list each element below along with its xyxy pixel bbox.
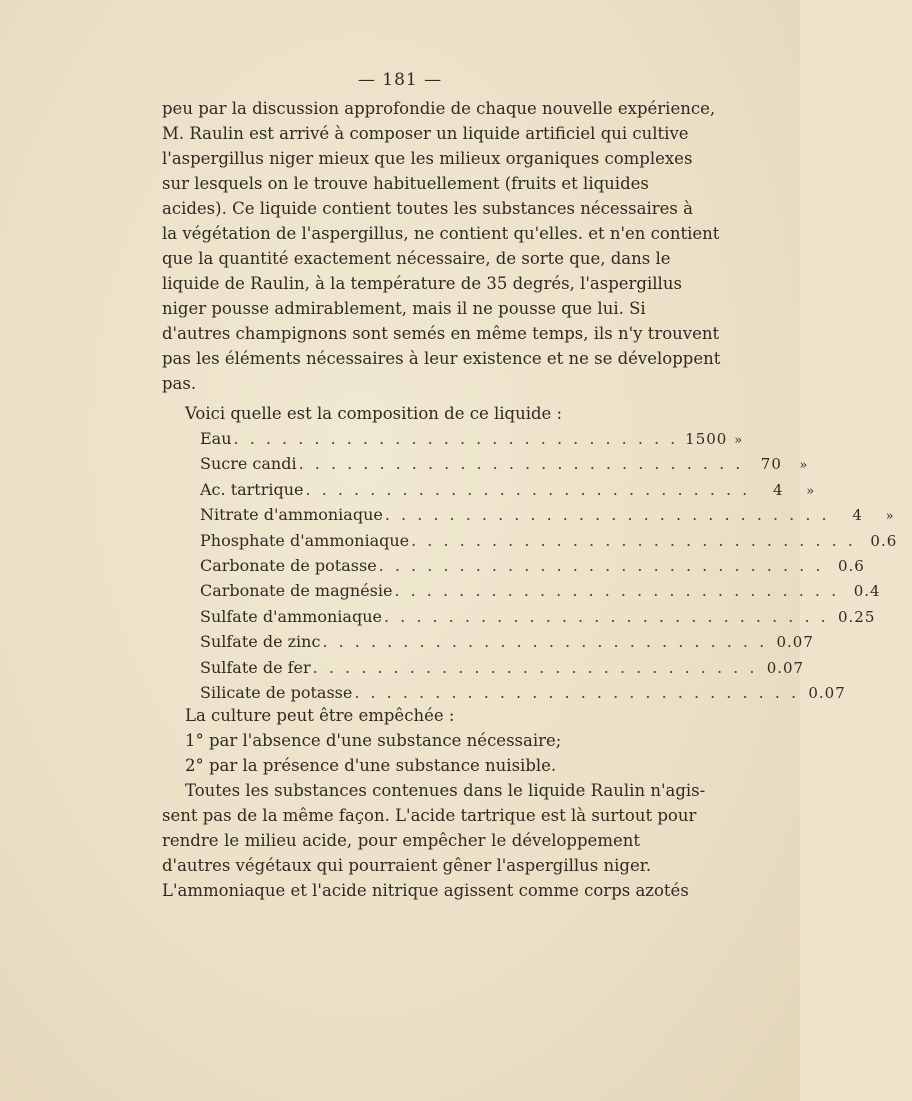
text-line: sent pas de la même façon. L'acide tartrique est là surtout pour (162, 806, 697, 825)
ingredient-name: Silicate de potasse (200, 682, 353, 702)
text-line: liquide de Raulin, à la température de 35 degrés, l'aspergillus (162, 274, 682, 293)
ingredient-quantity: 0.07 (766, 658, 805, 677)
text-line: pas. (162, 374, 197, 393)
leader-dots: . . . . . . . . . . . . . . . . . . . . . . . . . . . . (384, 505, 830, 525)
ingredient-quantity: 0.25 (838, 607, 876, 626)
text-line: d'autres végétaux qui pourraient gêner l'aspergillus niger. (162, 856, 652, 875)
ingredient-name: Sucre candi (200, 454, 297, 474)
composition-row (200, 451, 808, 476)
ingredient-name: Carbonate de magnésie (200, 581, 393, 601)
text-line: sur lesquels on le trouve habituellement (fruits et liquides (162, 174, 649, 193)
text-line: la végétation de l'aspergillus, ne contient qu'elles. et n'en contient (162, 224, 720, 243)
text-line: niger pousse admirablement, mais il ne pousse que lui. Si (162, 299, 646, 318)
ingredient-ditto: » (806, 483, 815, 499)
ingredient-name: Eau (200, 429, 232, 448)
ingredient-quantity: 4 (852, 506, 863, 525)
leader-dots: . . . . . . . . . . . . . . . . . . . . . . . . . . . . (378, 555, 824, 575)
leader-dots: . . . . . . . . . . . . . . . . . . . . . . . . . . . . (233, 429, 679, 448)
leader-dots: . . . . . . . . . . . . . . . . . . . . . . . . . . . . (354, 682, 800, 702)
ingredient-quantity: 0.07 (808, 683, 846, 702)
ingredient-ditto: » (734, 433, 743, 448)
paragraph-substances (162, 778, 706, 903)
ingredient-ditto: » (885, 509, 894, 525)
text-line: La culture peut être empêchée : (185, 706, 455, 725)
ingredient-name: Sulfate de zinc (200, 632, 321, 652)
composition-row (200, 426, 743, 451)
ingredient-quantity: 0.4 (853, 582, 881, 601)
leader-dots: . . . . . . . . . . . . . . . . . . . . . . . . . . . . (298, 454, 744, 474)
ingredient-quantity: 0.6 (837, 556, 865, 575)
text-line: Toutes les substances contenues dans le liquide Raulin n'agis- (185, 781, 706, 800)
composition-row (200, 655, 805, 680)
composition-intro (162, 401, 640, 426)
leader-dots: . . . . . . . . . . . . . . . . . . . . . . . . . . . . (322, 632, 768, 652)
text-line: l'aspergillus niger mieux que les milieux organiques complexes (162, 149, 693, 168)
composition-row (200, 578, 881, 603)
page-number: — 181 — (357, 70, 443, 90)
composition-row (200, 477, 815, 502)
leader-dots: . . . . . . . . . . . . . . . . . . . . . . . . . . . . (411, 530, 856, 550)
ingredient-quantity: 70 (760, 455, 782, 474)
text-line: que la quantité exactement nécessaire, de sorte que, dans le (162, 249, 671, 268)
ingredient-ditto: » (799, 458, 808, 474)
leader-dots: . . . . . . . . . . . . . . . . . . . . . . . . . . . . (383, 606, 829, 626)
text-line: d'autres champignons sont semés en même temps, ils n'y trouvent (162, 324, 720, 343)
composition-row (200, 502, 894, 527)
ingredient-name: Ac. tartrique (200, 479, 304, 499)
text-line: acides). Ce liquide contient toutes les substances nécessaires à (162, 199, 693, 218)
ingredient-name: Phosphate d'ammoniaque (200, 530, 410, 550)
ingredient-quantity: 0.6 (870, 531, 898, 550)
ingredient-name: Carbonate de potasse (200, 555, 377, 575)
text-line: 1° par l'absence d'une substance nécessaire; (185, 731, 562, 750)
composition-row (200, 528, 898, 553)
leader-dots: . . . . . . . . . . . . . . . . . . . . . . . . . . . . (312, 657, 758, 677)
ingredient-name: Nitrate d'ammoniaque (200, 505, 383, 525)
ingredient-quantity: 1500 (685, 430, 728, 448)
ingredient-name: Sulfate d'ammoniaque (200, 606, 382, 626)
leader-dots: . . . . . . . . . . . . . . . . . . . . . . . . . . . . (305, 479, 751, 499)
paragraph-intro-raulin (162, 96, 721, 396)
composition-table (200, 426, 898, 705)
text-line: pas les éléments nécessaires à leur existence et ne se développent (162, 349, 721, 368)
ingredient-quantity: 0.07 (776, 633, 814, 652)
composition-row (200, 604, 876, 629)
composition-row (200, 629, 814, 654)
composition-row (200, 680, 846, 705)
text-line: L'ammoniaque et l'acide nitrique agissent comme corps azotés (162, 881, 689, 900)
composition-row (200, 553, 865, 578)
text-line: 2° par la présence d'une substance nuisible. (185, 756, 557, 775)
text-line: M. Raulin est arrivé à composer un liquide artificiel qui cultive (162, 124, 689, 143)
composition-heading: Voici quelle est la composition de ce liquide : (185, 404, 563, 423)
ingredient-quantity: 4 (772, 480, 784, 499)
text-line: peu par la discussion approfondie de chaque nouvelle expérience, (162, 99, 716, 118)
culture-conditions (162, 703, 640, 778)
ingredient-name: Sulfate de fer (200, 657, 311, 677)
leader-dots: . . . . . . . . . . . . . . . . . . . . . . . . . . . . (394, 581, 840, 601)
text-line: rendre le milieu acide, pour empêcher le développement (162, 831, 640, 850)
